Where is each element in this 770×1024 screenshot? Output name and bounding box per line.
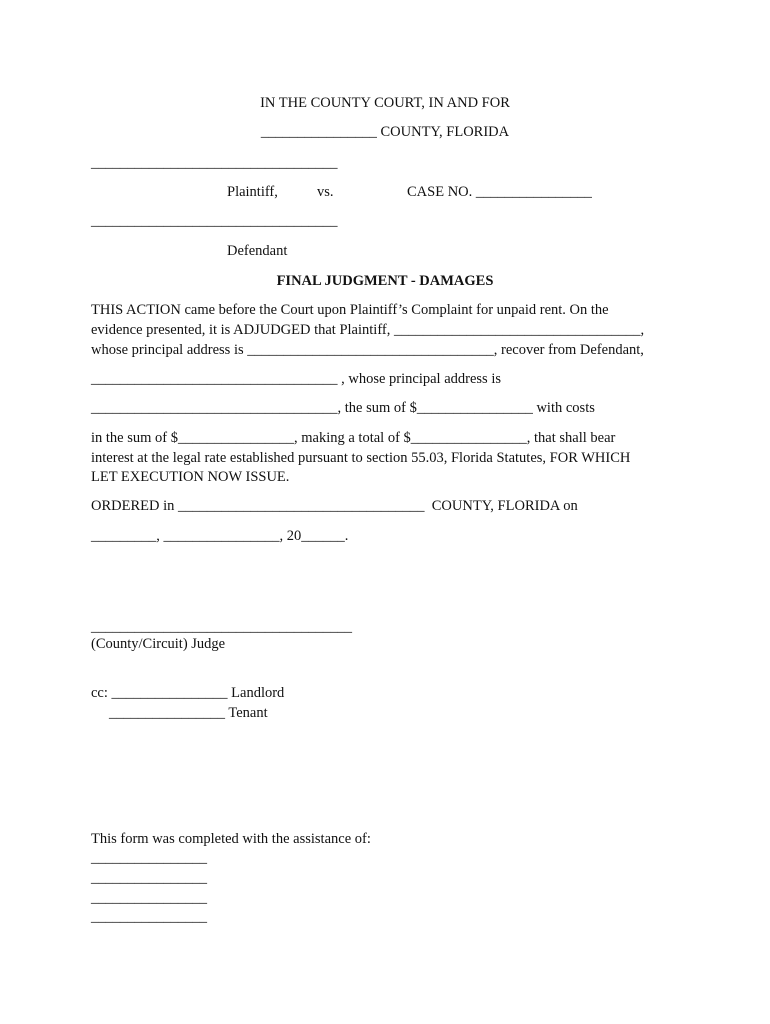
assistance-blank-4: ________________ <box>91 909 207 925</box>
body-paragraph-1-line-2: evidence presented, it is ADJUDGED that Plaintiff, __________________________________, <box>91 322 645 338</box>
case-number: CASE NO. ________________ <box>407 184 592 200</box>
sum-line: __________________________________, the sum of $________________ with costs <box>91 400 595 416</box>
assistance-blank-3: ________________ <box>91 890 207 906</box>
ordered-line: ORDERED in __________________________________ COUNTY, FLORIDA on <box>91 498 578 514</box>
judge-signature-line: ____________________________________ <box>91 619 352 635</box>
cc-tenant-line: ________________ Tenant <box>109 705 268 721</box>
assistance-label: This form was completed with the assistance of: <box>91 831 371 847</box>
court-heading-line2: ________________ COUNTY, FLORIDA <box>260 124 510 140</box>
judge-signature-label: (County/Circuit) Judge <box>91 636 226 652</box>
body-paragraph-4-line-2: interest at the legal rate established pursuant to section 55.03, Florida Statutes, FOR WHICH <box>91 450 631 466</box>
plaintiff-name-blank: __________________________________ <box>91 155 338 171</box>
cc-landlord-line: cc: ________________ Landlord <box>91 685 285 701</box>
body-paragraph-1-line-1: THIS ACTION came before the Court upon Plaintiff’s Complaint for unpaid rent. On the <box>91 302 609 318</box>
defendant-address-line: __________________________________ , whose principal address is <box>91 371 501 387</box>
assistance-blank-1: ________________ <box>91 850 207 866</box>
plaintiff-label: Plaintiff, <box>227 184 278 200</box>
defendant-name-blank: __________________________________ <box>91 213 338 229</box>
body-paragraph-4-line-3: LET EXECUTION NOW ISSUE. <box>91 469 290 485</box>
body-paragraph-1-line-3: whose principal address is __________________________________, recover from Defendant, <box>91 342 644 358</box>
court-heading-line1: IN THE COUNTY COURT, IN AND FOR <box>260 95 510 111</box>
versus-label: vs. <box>317 184 334 200</box>
body-paragraph-4-line-1: in the sum of $________________, making a total of $________________, that shall bear <box>91 430 616 446</box>
defendant-label: Defendant <box>227 243 288 259</box>
document-title: FINAL JUDGMENT - DAMAGES <box>276 273 494 289</box>
assistance-blank-2: ________________ <box>91 870 207 886</box>
date-line: _________, ________________, 20______. <box>91 528 349 544</box>
